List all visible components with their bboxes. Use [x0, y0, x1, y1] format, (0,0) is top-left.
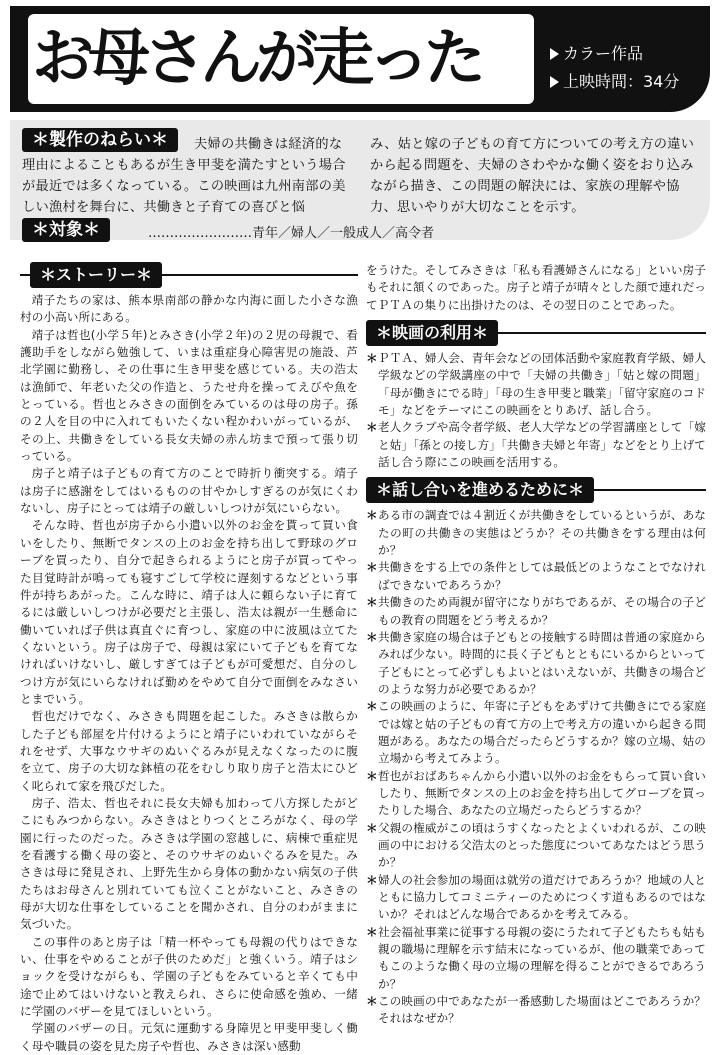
discussion-item-text: 婦人の社会参加の場面は就労の道だけであろうか？地域の人とともに協力してコミニティーのためにつくす道もあるのではないか？それはどんな場合であるかを考えてみる。	[378, 872, 706, 922]
story-paragraph: 靖子は哲也(小学５年)とみさき(小学２年)の２児の母親で、看護助手をしながら勉強して、いまは重症身心障害児の施設、芦北学園に勤務し、その仕事に生き甲斐を感じている。夫の浩太は漁師で、年老いた父の作造と、うたせ舟を操ってえびや魚をとっている。哲也とみさきの面倒をみているのは母の房子。孫の２人を目の中に入れてもいたくない程かわいがっているが、その上、共働きをしている長女夫婦の赤ん坊まで預って張り切っている。	[20, 327, 358, 464]
bullet-mark: ＊	[366, 768, 378, 783]
meta-runtime-text: 上映時間：34分	[563, 72, 680, 91]
discussion-item-text: 父親の権威がこの頃はうすくなったとよくいわれるが、この映画の中における父浩太のとった態度についてあなたはどう思うか？	[378, 820, 706, 870]
bullet-mark: ＊	[366, 420, 378, 435]
title-block	[10, 6, 710, 112]
usage-item-text: ＰＴＡ、婦人会、青年会などの団体活動や家庭教育学級、婦人学級などの学級講座の中で「夫婦の共働き」「姑と嫁の問題」「母が働きにでる時」「母の生き甲斐と職業」「留守家庭のコドモ」などをテーマにこの映画をとりあげ、話し合う。	[378, 351, 706, 418]
discussion-item	[366, 993, 706, 1028]
story-heading: ＊ストーリー＊	[30, 262, 162, 288]
discussion-item-text: この映画のように、年寄に子どもをあずけて共働きにでる家庭では嫁と姑の子どもの育て方の上で考え方の違いから起きる問題がある。あなたの場合だったらどうするか？嫁の立場、姑の立場から考えてみよう。	[378, 699, 706, 766]
discussion-item-text: 共働きをする上での条件としては最低どのようなことでなければできないであろうか？	[378, 560, 706, 592]
aim-text-left: 夫婦の共働きは経済的な理由によることもあるが生き甲斐を満たすという場合が最近では多くなっている。この映画は九州南部の美しい漁村を舞台に、共働きと子育ての喜びと悩	[22, 137, 346, 215]
discussion-item	[366, 820, 706, 872]
story-continuation: をうけた。そしてみさきは「私も看護婦さんになる」といい房子もそれに頷くのであった。房子と靖子が晴々とした顔で連れだってＰＴＡの集りに出掛けたのは、その翌日のことであった。	[366, 263, 706, 312]
triangle-icon	[550, 76, 559, 88]
usage-item	[366, 350, 706, 419]
discussion-item	[366, 507, 706, 559]
discussion-item-text: 共働きのため両親が留守になりがちであるが、その場合の子どもの教育の問題をどう考えるか？	[378, 595, 706, 627]
discussion-item	[366, 629, 706, 698]
discussion-item-text: 社会福祉事業に従事する母親の姿にうたれて子どもたちも姑も親の職場に理解を示す結末になっているが、他の職業であってもこのような働く母の立場の理解を得ることができるであろうか？	[378, 924, 706, 991]
discussion-item-text: 共働き家庭の場合は子どもとの接触する時間は普通の家庭からみれば少ない。時間的に長く子どもとともにいるからといって子どもにとって必ずしもよいとはいえないが、共働きの場合どのような努力が必要であるか？	[378, 629, 706, 696]
story-paragraph: 哲也だけでなく、みさきも問題を起こした。みさきは散らかした子ども部屋を片付けるようにと靖子にいわれていながらそれをせず、大事なウサギのぬいぐるみが見えなくなったのに腹を立て、房子の大切な鉢植の花をむしり取り房子と浩太にひどく叱られて家を飛びだした。	[20, 709, 358, 793]
story-paragraph: 房子と靖子は子どもの育て方のことで時折り衝突する。靖子は房子に感謝をしてはいるものの甘やかしすぎるのが気にくわないし、房子にとっては靖子の厳しいしつけが気にいらない。	[20, 466, 358, 516]
discussion-item-text: この映画の中であなたが一番感動した場面はどこであろうか？それはなぜか？	[378, 994, 706, 1026]
bullet-mark: ＊	[366, 994, 378, 1009]
story-heading-row	[20, 262, 358, 288]
aim-text-right: み、姑と嫁の子どもの育て方についての考え方の違いから起る問題を、夫婦のさわやかな働く姿をおり込みながら描き、この問題の解決には、家族の理解や協力、思いやりが大切なことを示す。	[370, 137, 695, 215]
story-paragraph: 房子、浩太、哲也それに長女夫婦も加わって八方探したがどこにもみつからない。みさきはとりつくところがなく、母の学園に行ったのだった。みさきは学園の窓越しに、病棟で重症児を看護する働く母の姿と、そのウサギのぬいぐるみを見た。みさきは母に発見され、上野先生から身体の動かない病気の子供たちはお母さんと別れていても泣くことがないこと、みさきの母が大切な仕事をしていることを聞かされ、自分のわがままに気づいた。	[20, 795, 358, 932]
discussion-list	[366, 507, 706, 1027]
discussion-item-text: ある市の調査では４割近くが共働きをしているというが、あなたの町の共働きの実態はどうか？その共働きをする理由は何か？	[378, 508, 706, 558]
bullet-mark: ＊	[366, 820, 378, 835]
bullet-mark: ＊	[366, 560, 378, 575]
story-paragraph: そんな時、哲也が房子から小遣い以外のお金を貰って買い食いをしたり、無断でタンスの上のお金を持ち出して野球のグローブを買ったり、自分で起きられるようにと房子が買ってやった目覚時計が鳴っても寝すごして学校に遅刻するなどという事件が持ちあがった。こんな時に、靖子は人に頼らない子に育てるには厳しいしつけが必要だと主張し、浩太は親が一生懸命に働いていれば子供は真直ぐに育つし、家庭の中に波風は立てたくないという。房子は房子で、母親は家にいて子どもを育てなければいけないし、厳しすぎては子どもが可愛想だ、自分のしつけ方が気にいらなければ勤めをやめて自分で面倒をみなさいとまでいう。	[20, 518, 358, 706]
usage-heading-row	[366, 320, 706, 346]
usage-list	[366, 350, 706, 471]
discussion-item-text: 哲也がおばあちゃんから小遣い以外のお金をもらって買い食いしたり、無断でタンスの上のお金を持ち出してグローブを買ったりした場合、あなたの立場だったらどうするか？	[378, 768, 706, 818]
aim-heading: ＊製作のねらい＊	[22, 128, 178, 152]
story-paragraph: 学園のバザーの日。元気に運動する身障児と甲斐甲斐しく働く母や職員の姿を見た房子や哲也、みさきは深い感動	[20, 1021, 358, 1053]
usage-heading: ＊映画の利用＊	[366, 320, 498, 346]
story-paragraph: 靖子たちの家は、熊本県南部の静かな内海に面した小さな漁村の小高い所にある。	[20, 293, 358, 325]
page-title: お母さんが走った	[32, 21, 481, 94]
target-heading: ＊対象＊	[22, 218, 110, 242]
bullet-mark: ＊	[366, 508, 378, 523]
meta-color-text: カラー作品	[563, 44, 644, 63]
meta-box	[550, 40, 710, 96]
bullet-mark: ＊	[366, 872, 378, 887]
target-text: ……………………青年／婦人／一般成人／高令者	[148, 226, 435, 241]
discussion-item	[366, 594, 706, 629]
bullet-mark: ＊	[366, 699, 378, 714]
discussion-item	[366, 559, 706, 594]
discussion-item	[366, 698, 706, 767]
meta-runtime	[550, 68, 710, 96]
meta-color	[550, 40, 710, 68]
right-column	[366, 262, 706, 1028]
discussion-item	[366, 768, 706, 820]
triangle-icon	[550, 48, 559, 60]
story-paragraph: この事件のあと房子は「精一杯やっても母親の代りはできない、仕事をやめることが子供のためだ」と強くいう。靖子はショックを受けながらも、学園の子どもをみていると辛くても中途で止めてはいけないと教えられ、さらに使命感を強め、一緒に学園のバザーを見てほしいという。	[20, 934, 358, 1019]
usage-item-text: 老人クラブや高令者学級、老人大学などの学習講座として「嫁と姑」「孫との接し方」「共働き夫婦と年寄」などをとり上げて話し合う際にこの映画を活用する。	[378, 420, 706, 470]
bullet-mark: ＊	[366, 629, 378, 644]
discussion-heading: ＊話し合いを進めるために＊	[366, 477, 594, 503]
discussion-item	[366, 924, 706, 993]
left-column	[20, 262, 358, 1055]
bullet-mark: ＊	[366, 351, 378, 366]
discussion-item	[366, 872, 706, 924]
story-body	[20, 292, 358, 1055]
usage-item	[366, 419, 706, 471]
bullet-mark: ＊	[366, 924, 378, 939]
discussion-heading-row	[366, 477, 706, 503]
bullet-mark: ＊	[366, 595, 378, 610]
